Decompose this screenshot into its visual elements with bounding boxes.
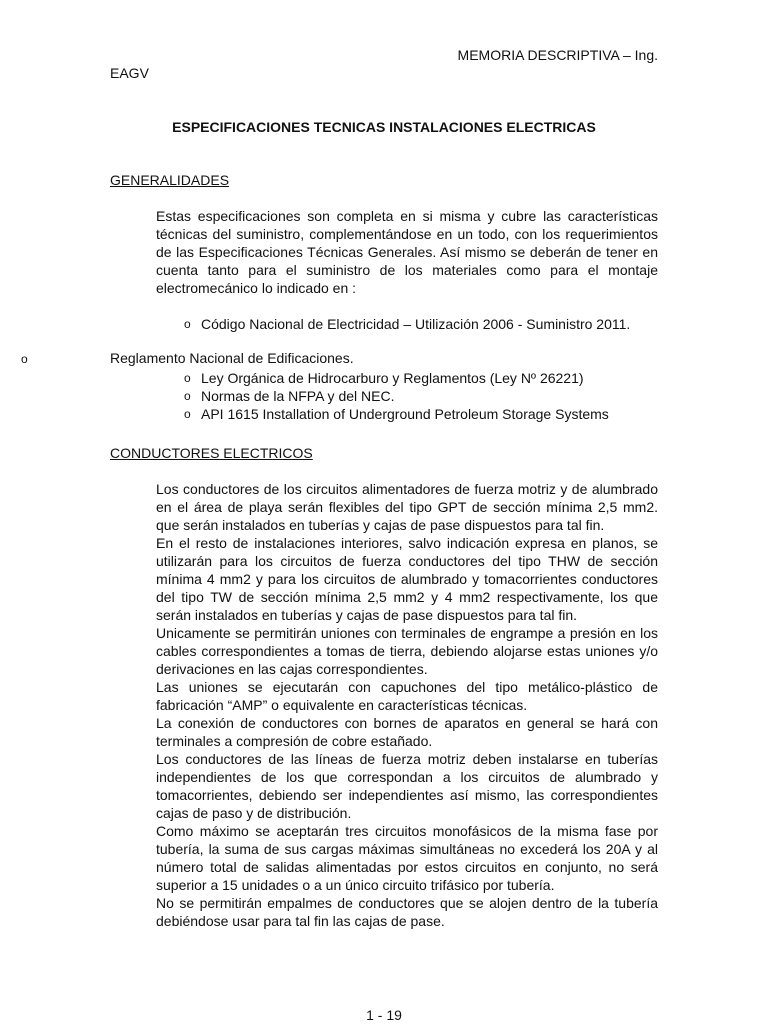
bullet-glyph: o	[184, 317, 191, 331]
conductores-paragraph: No se permitirán empalmes de conductores que se alojen dentro de la tubería debiéndose usar para tal fin las cajas de pase.	[156, 895, 658, 929]
generalidades-paragraph: Estas especificaciones son completa en si misma y cubre las características técnicas del suministro, complementándose en un todo, con los requerimientos de las Especificaciones Técnicas Generales. Así mismo se deberán de tener en cuenta tanto para el suministro de los materiales como para el montaje electromecánico lo indicado en :	[156, 208, 658, 296]
conductores-paragraph: Los conductores de los circuitos alimentadores de fuerza motriz y de alumbrado en el área de playa serán flexibles del tipo GPT de sección mínima 2,5 mm2. que serán instalados en tuberías y cajas de pase dispuestos para tal fin.	[156, 481, 658, 533]
conductores-paragraph: La conexión de conductores con bornes de aparatos en general se hará con terminales a compresión de cobre estañado.	[156, 715, 658, 749]
bullet-list-second	[156, 369, 658, 423]
list-item-text: Ley Orgánica de Hidrocarburo y Reglamentos (Ley Nº 26221)	[201, 370, 584, 386]
section-heading-conductores: CONDUCTORES ELECTRICOS	[110, 445, 313, 461]
bullet-glyph: o	[184, 371, 191, 385]
list-item	[156, 315, 658, 333]
list-item	[156, 387, 658, 405]
bullet-glyph: o	[21, 352, 28, 366]
conductores-paragraph: Los conductores de las líneas de fuerza motriz deben instalarse en tuberías independientes de los que correspondan a los circuitos de alumbrado y tomacorrientes, debiendo ser independientes así mismo, las correspondientes cajas de paso y de distribución.	[156, 751, 658, 821]
list-item-text: Normas de la NFPA y del NEC.	[201, 388, 395, 404]
list-item	[156, 405, 658, 423]
header-memoria: MEMORIA DESCRIPTIVA – Ing.	[457, 47, 658, 63]
conductores-body	[156, 480, 658, 930]
section-heading-generalidades: GENERALIDADES	[110, 172, 230, 188]
document-title: ESPECIFICACIONES TECNICAS INSTALACIONES ELECTRICAS	[172, 119, 596, 135]
list-item	[156, 369, 658, 387]
page-number: 1 - 19	[366, 1007, 402, 1023]
bullet-glyph: o	[184, 389, 191, 403]
list-item-text: Código Nacional de Electricidad – Utilización 2006 - Suministro 2011.	[201, 316, 631, 332]
bullet-glyph: o	[184, 407, 191, 421]
conductores-paragraph: En el resto de instalaciones interiores, salvo indicación expresa en planos, se utilizarán para los circuitos de fuerza conductores del tipo THW de sección mínima 4 mm2 y para los circuitos de alumbrado y tomacorrientes conductores del tipo TW de sección mínima 2,5 mm2 y 4 mm2 respectivamente, los que serán instalados en tuberías y cajas de pase dispuestos para tal fin.	[156, 535, 658, 623]
conductores-paragraph: Como máximo se aceptarán tres circuitos monofásicos de la misma fase por tubería, la suma de sus cargas máximas simultáneas no excederá los 20A y al número total de salidas alimentadas por estos circuitos en conjunto, no será superior a 15 unidades o a un único circuito trifásico por tubería.	[156, 823, 658, 893]
list-item-text: API 1615 Installation of Underground Petroleum Storage Systems	[201, 406, 609, 422]
bullet-list-first	[156, 315, 658, 333]
header-initials: EAGV	[110, 65, 149, 81]
conductores-paragraph: Las uniones se ejecutarán con capuchones del tipo metálico-plástico de fabricación “AMP” o equivalente en características técnicas.	[156, 679, 658, 713]
conductores-paragraph: Unicamente se permitirán uniones con terminales de engrampe a presión en los cables correspondientes a tomas de tierra, debiendo alojarse estas uniones y/o derivaciones en las cajas correspondientes.	[156, 625, 658, 677]
list-item-text: Reglamento Nacional de Edificaciones.	[110, 350, 354, 366]
